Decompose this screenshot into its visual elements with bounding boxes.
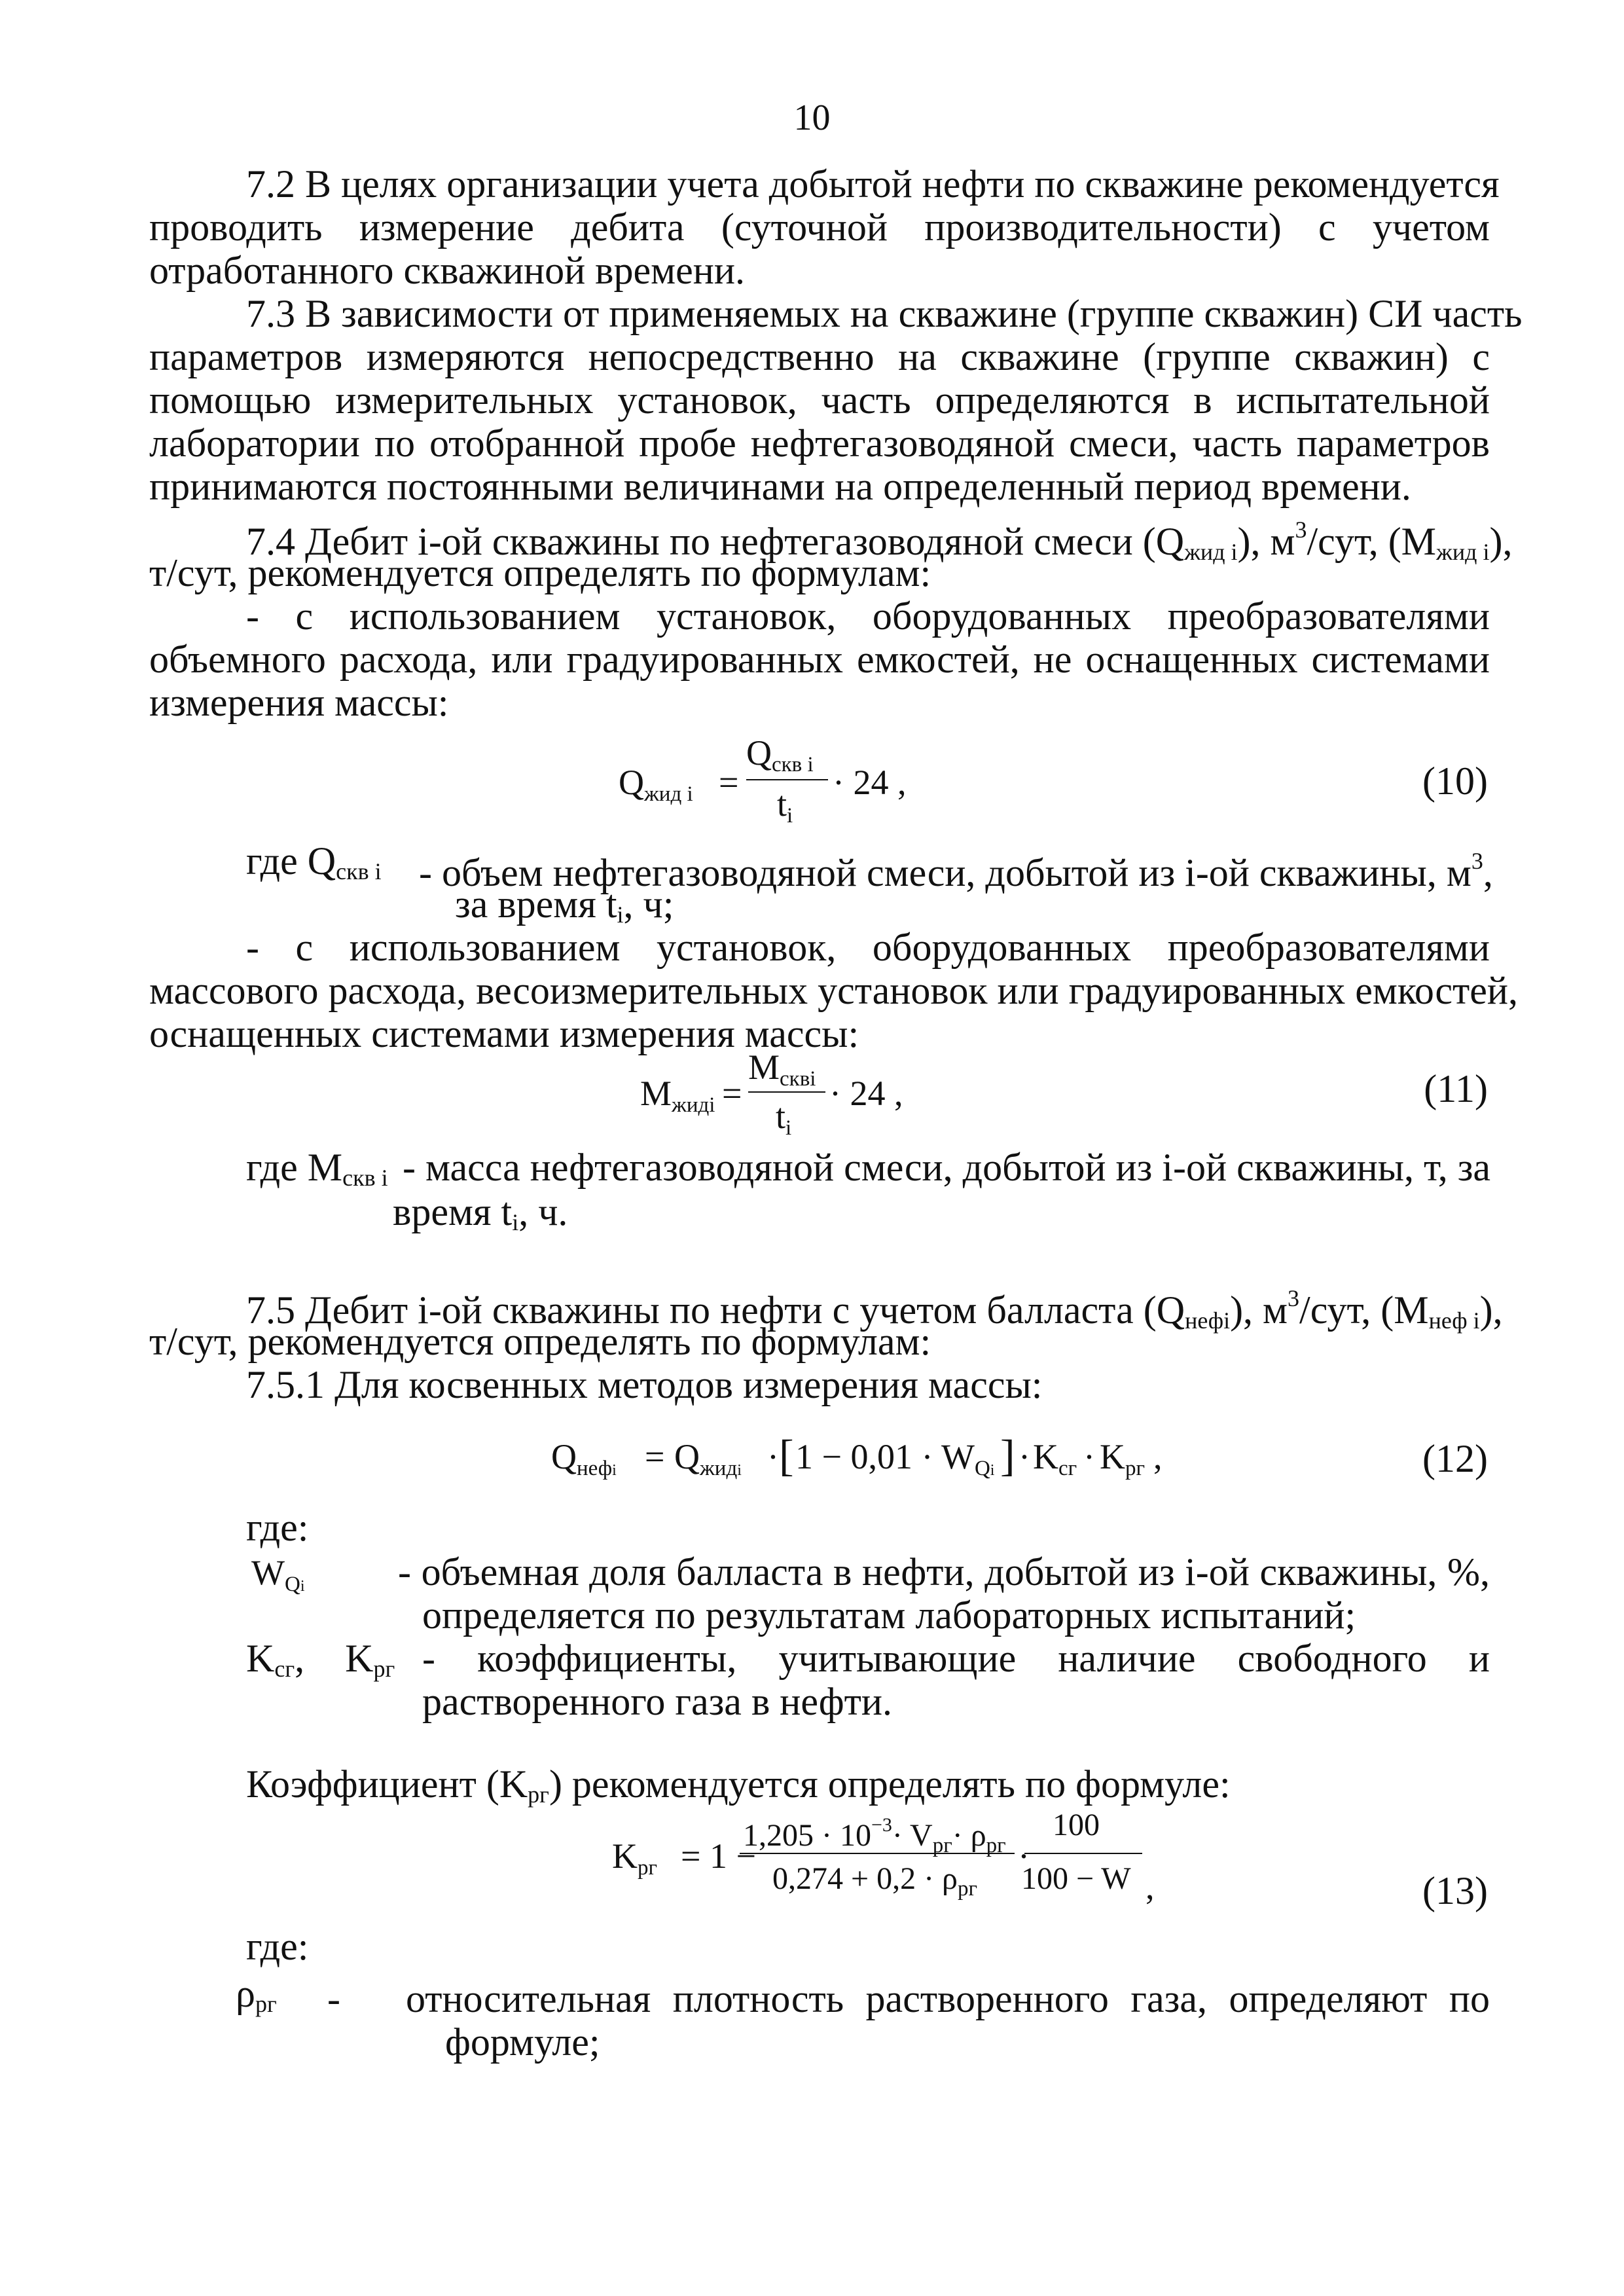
f12-inner: 1 − 0,01 · WQi — [795, 1437, 995, 1480]
p73-line-3: помощью измерительных установок, часть определяются в испытательной — [149, 378, 1490, 422]
f12-bracket-open: [ — [779, 1430, 794, 1480]
f11-denominator: ti — [776, 1097, 792, 1140]
f10-lhs: Qжид i — [619, 763, 693, 806]
f10-denominator: ti — [777, 784, 793, 828]
page-number: 10 — [793, 98, 831, 138]
f13-numerator-1: $1,205 \cdot 10^{-3}\cdot V_{рг}\cdot \rho_{рг}$ — [743, 1814, 1006, 1857]
f13-tail: , — [1146, 1867, 1155, 1906]
where10-definition: - объем нефтегазоводяной смеси, добытой из i-ой скважины, $м^3$, — [419, 848, 1493, 894]
p73-line-5: принимаются постоянными величинами на определенный период времени. — [149, 465, 1411, 508]
where12-label: где: — [246, 1506, 309, 1549]
where11-definition: - масса нефтегазоводяной смеси, добытой из i-ой скважины, т, за — [403, 1146, 1491, 1189]
f13-number: (13) — [1422, 1869, 1488, 1912]
p73-line-1: 7.3 В зависимости от применяемых на скважине (группе скважин) СИ часть — [246, 292, 1523, 335]
f10-numerator: Qскв i — [746, 733, 814, 776]
f11-eq: = — [722, 1074, 742, 1113]
where12-k-symbols: $K_{сг}$, $K_{рг}$ — [246, 1637, 395, 1682]
p74-line-1: 7.4 Дебит i-ой скважины по нефтегазоводяной смеси $(Q_{жид i})$, $м^3$/сут, $(M_{жид i})$, — [246, 517, 1513, 565]
p75-line-2: т/сут, рекомендуется определять по формулам: — [149, 1320, 931, 1363]
f10-fraction-bar — [746, 779, 828, 780]
f11-numerator: Mсквi — [748, 1048, 816, 1091]
coef-line: Коэффициент $(K_{рг})$ рекомендуется определять по формуле: — [246, 1762, 1231, 1808]
f12-k-sg: Kсг — [1033, 1437, 1077, 1480]
where10-line-1: где $Q_{скв i}$ — [246, 839, 382, 884]
pmass-line-1: - с использованием установок, оборудованных преобразователями — [246, 926, 1490, 969]
where11-line-1: где $M_{скв i}$ — [246, 1146, 388, 1191]
where12-w-desc-1: - объемная доля балласта в нефти, добытой из i-ой скважины, %, — [398, 1550, 1490, 1594]
f13-eq: = 1 − — [681, 1836, 756, 1876]
p74-line-5: измерения массы: — [149, 681, 449, 724]
p73-line-4: лаборатории по отобранной пробе нефтегазоводяной смеси, часть параметров — [149, 422, 1490, 465]
p72-line-3: отработанного скважиной времени. — [149, 249, 745, 292]
f13-numerator-2: 100 — [1053, 1808, 1100, 1842]
f13-dot: · — [1018, 1836, 1030, 1876]
p74-line-2: т/сут, рекомендуется определять по формулам: — [149, 551, 931, 594]
f10-number: (10) — [1422, 759, 1488, 803]
p74-line-4: объемного расхода, или градуированных емкостей, не оснащенных системами — [149, 638, 1490, 681]
f12-bracket-close: ] — [1000, 1430, 1015, 1480]
where13-rho-symbol: $\rho_{рг}$ — [236, 1972, 277, 2017]
where10-line-2: за время $t_i$, ч; — [455, 883, 674, 928]
f11-lhs: Mжидi — [640, 1074, 715, 1117]
f12-k-rg: Kрг — [1100, 1437, 1146, 1480]
where13-dash: - — [327, 1977, 340, 2020]
f10-eq: = — [719, 763, 739, 802]
p75-line-3: 7.5.1 Для косвенных методов измерения массы: — [246, 1363, 1043, 1406]
pmass-line-2: массового расхода, весоизмерительных установок или градуированных емкостей, — [149, 969, 1519, 1012]
f12-lhs: Qнефi — [551, 1437, 617, 1480]
where12-k-desc-1: - коэффициенты, учитывающие наличие свободного и — [422, 1637, 1490, 1680]
f12-number: (12) — [1422, 1437, 1488, 1480]
where13-desc-2: формуле; — [445, 2020, 600, 2064]
f12-eq: = — [645, 1437, 665, 1476]
f11-fraction-bar — [748, 1091, 825, 1093]
where11-line-2: время $t_i$, ч. — [393, 1190, 568, 1235]
where13-label: где: — [246, 1925, 309, 1968]
where12-k-desc-2: растворенного газа в нефти. — [422, 1680, 892, 1723]
p72-line-1: 7.2 В целях организации учета добытой нефти по скважине рекомендуется — [246, 162, 1500, 206]
f12-term-q: Qжидi — [674, 1437, 742, 1480]
f13-denominator-1: $0,274 + 0,2 \cdot \rho_{рг}$ — [772, 1861, 978, 1901]
f12-dot-2: · — [1019, 1437, 1030, 1476]
f10-tail: · 24 , — [833, 763, 907, 802]
p75-line-1: 7.5 Дебит i-ой скважины по нефти с учетом балласта $(Q_{нефi})$, $м^3$/сут, $(M_{неф i})$, — [246, 1285, 1503, 1334]
where12-w-symbol: WQi — [251, 1553, 305, 1596]
f11-number: (11) — [1424, 1067, 1488, 1110]
f12-dot-3: · — [1083, 1437, 1095, 1476]
f13-lhs: Kрг — [612, 1836, 658, 1880]
p74-line-3: - с использованием установок, оборудованных преобразователями — [246, 594, 1490, 638]
f13-fraction-bar-2 — [1024, 1853, 1142, 1854]
p72-line-2: проводить измерение дебита (суточной производительности) с учетом — [149, 206, 1490, 249]
pmass-line-3: оснащенных системами измерения массы: — [149, 1012, 859, 1055]
where13-desc-1: относительная плотность растворенного газа, определяют по — [406, 1977, 1490, 2020]
f12-tail: , — [1153, 1437, 1163, 1476]
where12-w-desc-2: определяется по результатам лабораторных испытаний; — [422, 1594, 1356, 1637]
f13-fraction-bar-1 — [740, 1853, 1015, 1854]
f13-denominator-2: 100 − W — [1021, 1861, 1131, 1896]
f12-dot-1: · — [767, 1437, 779, 1476]
f11-tail: · 24 , — [829, 1074, 903, 1113]
p73-line-2: параметров измеряются непосредственно на скважине (группе скважин) с — [149, 335, 1490, 378]
